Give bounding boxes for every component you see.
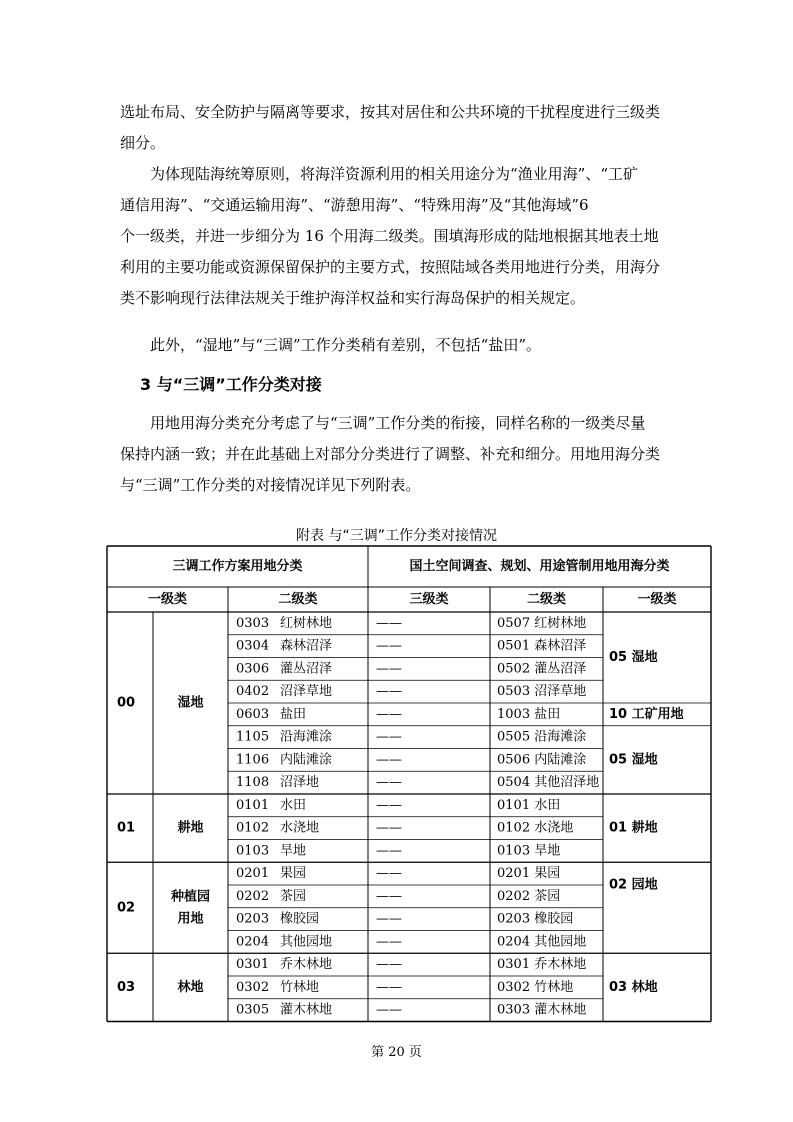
level3-dash: ——: [376, 866, 402, 882]
paragraph-line: 个一级类，并进一步细分为 16 个用海二级类。围填海形成的陆地根据其地表土地: [120, 227, 659, 245]
survey-level2-code: 0202: [236, 888, 270, 904]
survey-level2-code: 0101: [236, 797, 270, 813]
paragraph-line: 通信用海”、“交通运输用海”、“游憩用海”、“特殊用海”及“其他海域”6: [120, 196, 589, 214]
new-level2-entry: 0504 其他沼泽地: [497, 775, 600, 791]
section-heading: 3 与“三调”工作分类对接: [140, 375, 322, 394]
new-level2-entry: 1003 盐田: [497, 706, 561, 722]
survey-level1-code: 03: [116, 979, 136, 995]
new-level2-entry: 0506 内陆滩涂: [497, 752, 587, 768]
survey-level2-code: 0305: [236, 1002, 270, 1018]
new-level1-label: 05 湿地: [609, 752, 658, 768]
paragraph-line: 细分。: [120, 134, 166, 152]
survey-level2-code: 0203: [236, 911, 270, 927]
subheader-level2-right: 二级类: [526, 592, 567, 607]
table-caption: 附表 与“三调”工作分类对接情况: [296, 528, 497, 544]
new-level1-label: 05 湿地: [609, 650, 658, 665]
level3-dash: ——: [376, 934, 402, 950]
new-level2-entry: 0101 水田: [497, 797, 561, 813]
survey-level1-name: 耕地: [177, 820, 204, 836]
new-level2-entry: 0302 竹林地: [497, 979, 574, 995]
new-level2-entry: 0505 沿海滩涂: [497, 729, 587, 745]
paragraph-line: 用地用海分类充分考虑了与“三调”工作分类的衔接，同样名称的一级类尽量: [150, 414, 646, 432]
new-level2-entry: 0301 乔木林地: [497, 957, 587, 973]
new-level2-entry: 0204 其他园地: [497, 934, 587, 950]
survey-level2-name: 内陆滩涂: [280, 752, 333, 768]
level3-dash: ——: [376, 820, 402, 836]
survey-level2-code: 1106: [236, 752, 270, 768]
header-survey-classification: 三调工作方案用地分类: [172, 559, 303, 574]
survey-level2-code: 0204: [236, 934, 270, 950]
subheader-level1-left: 一级类: [147, 592, 188, 607]
level3-dash: ——: [376, 729, 402, 745]
paragraph-line: 利用的主要功能或资源保留保护的主要方式，按照陆域各类用地进行分类，用海分: [120, 258, 661, 276]
level3-dash: ——: [376, 775, 402, 791]
paragraph-line: 此外，“湿地”与“三调”工作分类稍有差别，不包括“盐田”。: [150, 336, 542, 354]
survey-level1-name: 湿地: [177, 695, 204, 711]
survey-level2-name: 红树林地: [280, 615, 333, 631]
survey-level2-name: 盐田: [280, 706, 307, 722]
survey-level2-code: 0103: [236, 843, 270, 859]
survey-level2-code: 1108: [236, 775, 270, 791]
new-level2-entry: 0303 灌木林地: [497, 1002, 587, 1018]
paragraph-line: 类不影响现行法律法规关于维护海洋权益和实行海岛保护的相关规定。: [120, 289, 586, 307]
survey-level2-code: 0303: [236, 615, 270, 631]
subheader-level1-right: 一级类: [637, 592, 677, 607]
survey-level2-code: 0102: [236, 820, 270, 836]
new-level2-entry: 0102 水浇地: [497, 820, 574, 836]
level3-dash: ——: [376, 843, 402, 859]
survey-level2-name: 灌丛沼泽: [280, 661, 333, 677]
subheader-level2-left: 二级类: [278, 592, 318, 607]
paragraph-line: 选址布局、安全防护与隔离等要求，按其对居住和公共环境的干扰程度进行三级类: [120, 103, 661, 121]
survey-level2-name: 沼泽草地: [280, 684, 333, 700]
level3-dash: ——: [376, 706, 402, 722]
level3-dash: ——: [376, 661, 402, 677]
new-level2-entry: 0507 红树林地: [497, 615, 587, 631]
survey-level2-code: 0301: [236, 957, 270, 973]
survey-level2-name: 竹林地: [280, 979, 320, 995]
level3-dash: ——: [376, 797, 402, 813]
level3-dash: ——: [376, 752, 402, 768]
new-level2-entry: 0502 灌丛沼泽: [497, 661, 587, 677]
survey-level2-name: 橡胶园: [280, 911, 320, 927]
survey-level1-code: 01: [116, 820, 136, 836]
level3-dash: ——: [376, 615, 402, 631]
survey-level2-name: 水田: [280, 797, 307, 813]
level3-dash: ——: [376, 1002, 402, 1018]
paragraph-line: 与“三调”工作分类的对接情况详见下列附表。: [120, 476, 421, 494]
survey-level2-code: 0402: [236, 684, 270, 700]
survey-level2-name: 茶园: [280, 888, 307, 904]
survey-level1-name: 林地: [177, 979, 204, 995]
new-level2-entry: 0501 森林沼泽: [497, 638, 587, 654]
new-level2-entry: 0201 果园: [497, 866, 561, 882]
level3-dash: ——: [376, 979, 402, 995]
survey-level2-name: 沼泽地: [280, 775, 320, 791]
level3-dash: ——: [376, 684, 402, 700]
new-level1-label: 01 耕地: [609, 820, 658, 836]
survey-level1-code: 00: [116, 695, 136, 711]
new-level2-entry: 0503 沼泽草地: [497, 684, 587, 700]
survey-level2-code: 0603: [236, 706, 270, 722]
new-level1-label: 10 工矿用地: [609, 706, 684, 722]
survey-level2-code: 1105: [236, 729, 270, 745]
paragraph-line: 保持内涵一致；并在此基础上对部分分类进行了调整、补充和细分。用地用海分类: [120, 445, 661, 463]
survey-level2-name: 果园: [280, 866, 307, 882]
paragraph-line: 为体现陆海统筹原则，将海洋资源利用的相关用途分为“渔业用海”、“工矿: [150, 165, 639, 183]
survey-level2-name: 乔木林地: [280, 957, 333, 973]
level3-dash: ——: [376, 638, 402, 654]
survey-level1-name: 用地: [177, 911, 204, 927]
survey-level2-name: 旱地: [280, 843, 307, 859]
new-level1-label: 03 林地: [609, 979, 658, 995]
survey-level2-name: 沿海滩涂: [280, 729, 333, 745]
survey-level2-name: 水浇地: [280, 820, 320, 836]
level3-dash: ——: [376, 957, 402, 973]
new-level1-label: 02 园地: [609, 877, 658, 893]
survey-level2-code: 0201: [236, 866, 270, 882]
survey-level2-code: 0304: [236, 638, 270, 654]
survey-level1-code: 02: [116, 900, 136, 916]
survey-level1-name: 种植园: [170, 889, 211, 905]
level3-dash: ——: [376, 888, 402, 904]
survey-level2-code: 0306: [236, 661, 270, 677]
survey-level2-name: 灌木林地: [280, 1002, 333, 1018]
new-level2-entry: 0203 橡胶园: [497, 911, 574, 927]
new-level2-entry: 0103 旱地: [497, 843, 561, 859]
survey-level2-code: 0302: [236, 979, 270, 995]
survey-level2-name: 森林沼泽: [280, 638, 333, 654]
survey-level2-name: 其他园地: [280, 934, 333, 950]
subheader-level3: 三级类: [409, 592, 449, 607]
new-level2-entry: 0202 茶园: [497, 888, 561, 904]
page-number: 第 20 页: [371, 1045, 422, 1060]
header-new-classification: 国土空间调查、规划、用途管制用地用海分类: [409, 559, 670, 574]
level3-dash: ——: [376, 911, 402, 927]
